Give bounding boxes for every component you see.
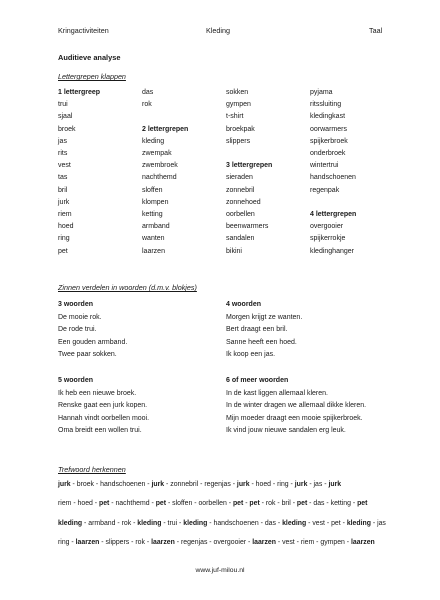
keyword-word: kleding bbox=[137, 519, 162, 527]
word: vest bbox=[312, 519, 325, 527]
sentence-line: Renske gaat een jurk kopen. bbox=[58, 402, 148, 410]
word-cell: onderbroek bbox=[310, 150, 346, 157]
keyword-word: laarzen bbox=[252, 538, 276, 546]
word-cell: regenpak bbox=[310, 186, 340, 194]
word-cell: zwempak bbox=[142, 150, 172, 157]
word-cell: ring bbox=[58, 235, 70, 243]
column-heading: 4 lettergrepen bbox=[310, 211, 357, 218]
word: ring bbox=[277, 481, 289, 488]
group-heading: 3 woorden bbox=[58, 301, 94, 308]
header-right: Taal bbox=[369, 26, 383, 35]
keyword-word: jurk bbox=[151, 481, 165, 488]
word-cell: spijkerrokje bbox=[310, 235, 346, 243]
word: handschoenen bbox=[213, 519, 259, 527]
sentence-line: Hannah vindt oorbellen mooi. bbox=[58, 414, 150, 422]
word-cell: oorbellen bbox=[226, 211, 255, 218]
word-cell: zonnehoed bbox=[226, 198, 261, 206]
word-cell: vest bbox=[58, 162, 71, 170]
word-cell: oorwarmers bbox=[310, 125, 347, 133]
keyword-word: laarzen bbox=[151, 538, 175, 546]
word-cell: kledingkast bbox=[310, 113, 346, 121]
word-cell: rits bbox=[58, 150, 68, 157]
word-cell: pyjama bbox=[310, 89, 333, 96]
word-cell: sloffen bbox=[142, 186, 163, 194]
word: armband bbox=[88, 519, 116, 527]
word-cell: sjaal bbox=[58, 113, 73, 121]
word: jas bbox=[313, 481, 323, 488]
sentence-line: In de winter dragen we allemaal dikke kleren. bbox=[226, 402, 367, 410]
keyword-word: laarzen bbox=[75, 538, 100, 546]
word: nachthemd bbox=[115, 500, 150, 508]
word: handschoenen bbox=[100, 481, 146, 488]
keyword-line: riem - hoed - pet - nachthemd - pet - sloffen - oorbellen - pet - pet - rok - bril - pet - das - ketting - pet bbox=[58, 500, 368, 508]
word-cell: zwembroek bbox=[142, 162, 178, 170]
section-title-trefwoord: Trefwoord herkennen bbox=[58, 465, 126, 474]
group-heading: 5 woorden bbox=[58, 377, 94, 384]
sentence-line: De rode trui. bbox=[58, 326, 97, 334]
word: regenjas bbox=[180, 538, 208, 546]
keyword-word: jurk bbox=[294, 481, 308, 488]
word-cell: kledinghanger bbox=[310, 247, 354, 255]
keyword-word: jurk bbox=[236, 481, 250, 488]
sentence-line: De mooie rok. bbox=[58, 314, 102, 322]
group-heading: 4 woorden bbox=[226, 301, 262, 308]
word-cell: zonnebril bbox=[226, 186, 255, 194]
sentence-line: Mijn moeder draagt een mooie spijkerbroek. bbox=[226, 414, 363, 422]
word-cell: sieraden bbox=[226, 174, 253, 182]
word: vest bbox=[282, 538, 295, 546]
word: riem bbox=[300, 538, 315, 546]
word: ketting bbox=[330, 500, 351, 508]
word-cell: wanten bbox=[142, 235, 165, 243]
word-cell: handschoenen bbox=[310, 174, 356, 182]
word-cell: slippers bbox=[226, 137, 251, 145]
word-cell: jurk bbox=[58, 198, 70, 206]
word-cell: ketting bbox=[142, 211, 163, 218]
word: slippers bbox=[105, 538, 130, 546]
keyword-word: pet bbox=[357, 500, 368, 508]
header-center: Kleding bbox=[206, 26, 230, 35]
footer-url: www.juf-milou.nl bbox=[195, 567, 245, 574]
word-cell: spijkerbroek bbox=[310, 137, 348, 145]
section-title-zinnen: Zinnen verdelen in woorden (d.m.v. blokjes) bbox=[58, 283, 197, 292]
word-cell: bril bbox=[58, 186, 68, 194]
word: das bbox=[264, 519, 276, 527]
word: trui bbox=[167, 519, 178, 527]
sentence-line: Ik heb een nieuwe broek. bbox=[58, 390, 137, 398]
keyword-word: jurk bbox=[328, 481, 342, 488]
word: riem bbox=[58, 500, 72, 508]
word: hoed bbox=[255, 481, 272, 488]
word: rok bbox=[135, 538, 145, 546]
word-cell: tas bbox=[58, 174, 68, 182]
keyword-line: kleding - armband - rok - kleding - trui - kleding - handschoenen - das - kleding - vest - pet - kleding - jas bbox=[58, 519, 386, 527]
keyword-line: jurk - broek - handschoenen - jurk - zonnebril - regenjas - jurk - hoed - ring - jurk - jas - jurk bbox=[58, 481, 342, 488]
sentence-line: Oma breidt een wollen trui. bbox=[58, 426, 142, 434]
word-cell: t-shirt bbox=[226, 113, 244, 121]
column-heading: 1 lettergreep bbox=[58, 89, 101, 96]
keyword-word: pet bbox=[296, 500, 308, 508]
keyword-word: pet bbox=[155, 500, 167, 508]
word-cell: laarzen bbox=[142, 247, 165, 255]
word: gympen bbox=[320, 538, 345, 546]
word-cell: pet bbox=[58, 247, 68, 255]
keyword-word: pet bbox=[249, 500, 260, 508]
word-cell: riem bbox=[58, 211, 72, 218]
keyword-word: jurk bbox=[58, 481, 71, 488]
keyword-word: kleding bbox=[183, 519, 208, 527]
word-cell: ritssluiting bbox=[310, 101, 342, 109]
word-cell: beenwarmers bbox=[226, 223, 269, 231]
word-cell: wintertrui bbox=[310, 162, 339, 170]
word-cell: das bbox=[142, 89, 154, 96]
word: oorbellen bbox=[198, 500, 227, 508]
word-cell: bikini bbox=[226, 247, 242, 255]
word-cell: armband bbox=[142, 223, 170, 231]
sentence-line: In de kast liggen allemaal kleren. bbox=[226, 390, 328, 398]
keyword-word: pet bbox=[99, 500, 110, 508]
sentence-line: Twee paar sokken. bbox=[58, 350, 117, 358]
word-cell: broek bbox=[58, 125, 76, 133]
sentence-line: Ik vind jouw nieuwe sandalen erg leuk. bbox=[226, 426, 346, 434]
word: zonnebril bbox=[170, 481, 199, 488]
column-heading: 3 lettergrepen bbox=[226, 162, 273, 170]
sentence-line: Ik koop een jas. bbox=[226, 350, 276, 358]
word-cell: sokken bbox=[226, 89, 249, 96]
sentence-line: Bert draagt een bril. bbox=[226, 326, 288, 334]
word: regenjas bbox=[204, 481, 231, 488]
keyword-word: kleding bbox=[58, 519, 83, 527]
keyword-word: laarzen bbox=[351, 538, 375, 546]
word: broek bbox=[76, 481, 95, 488]
word-cell: hoed bbox=[58, 223, 74, 231]
keyword-word: kleding bbox=[346, 519, 371, 527]
word-cell: jas bbox=[58, 137, 67, 145]
word-cell: trui bbox=[58, 101, 68, 109]
word: bril bbox=[281, 500, 291, 508]
word: rok bbox=[265, 500, 276, 508]
section-title-lettergrepen: Lettergrepen klappen bbox=[58, 72, 126, 81]
word: overgooier bbox=[213, 538, 247, 546]
header-left: Kringactiviteiten bbox=[58, 26, 109, 35]
word: hoed bbox=[77, 500, 93, 508]
word: rok bbox=[121, 519, 132, 527]
sentence-line: Morgen krijgt ze wanten. bbox=[226, 314, 303, 322]
word: sloffen bbox=[172, 500, 193, 508]
word-cell: klompen bbox=[142, 198, 169, 206]
word: das bbox=[313, 500, 325, 508]
sentence-line: Een gouden armband. bbox=[58, 338, 128, 346]
column-heading: 2 lettergrepen bbox=[142, 125, 189, 133]
word-cell: rok bbox=[142, 101, 152, 109]
word-cell: broekpak bbox=[226, 125, 255, 133]
sentence-line: Sanne heeft een hoed. bbox=[226, 338, 297, 346]
word-cell: gympen bbox=[226, 101, 251, 109]
keyword-word: pet bbox=[232, 500, 244, 508]
word-cell: sandalen bbox=[226, 235, 255, 243]
keyword-line: ring - laarzen - slippers - rok - laarzen - regenjas - overgooier - laarzen - vest - riem - gympen - laarzen bbox=[58, 538, 375, 546]
word: ring bbox=[58, 538, 70, 546]
page-title: Auditieve analyse bbox=[58, 53, 121, 62]
word: pet bbox=[331, 519, 341, 527]
word-cell: nachthemd bbox=[142, 174, 177, 182]
group-heading: 6 of meer woorden bbox=[226, 377, 289, 384]
word: jas bbox=[377, 519, 386, 527]
keyword-word: kleding bbox=[282, 519, 307, 527]
word-cell: kleding bbox=[142, 137, 165, 145]
word-cell: overgooier bbox=[310, 223, 344, 231]
